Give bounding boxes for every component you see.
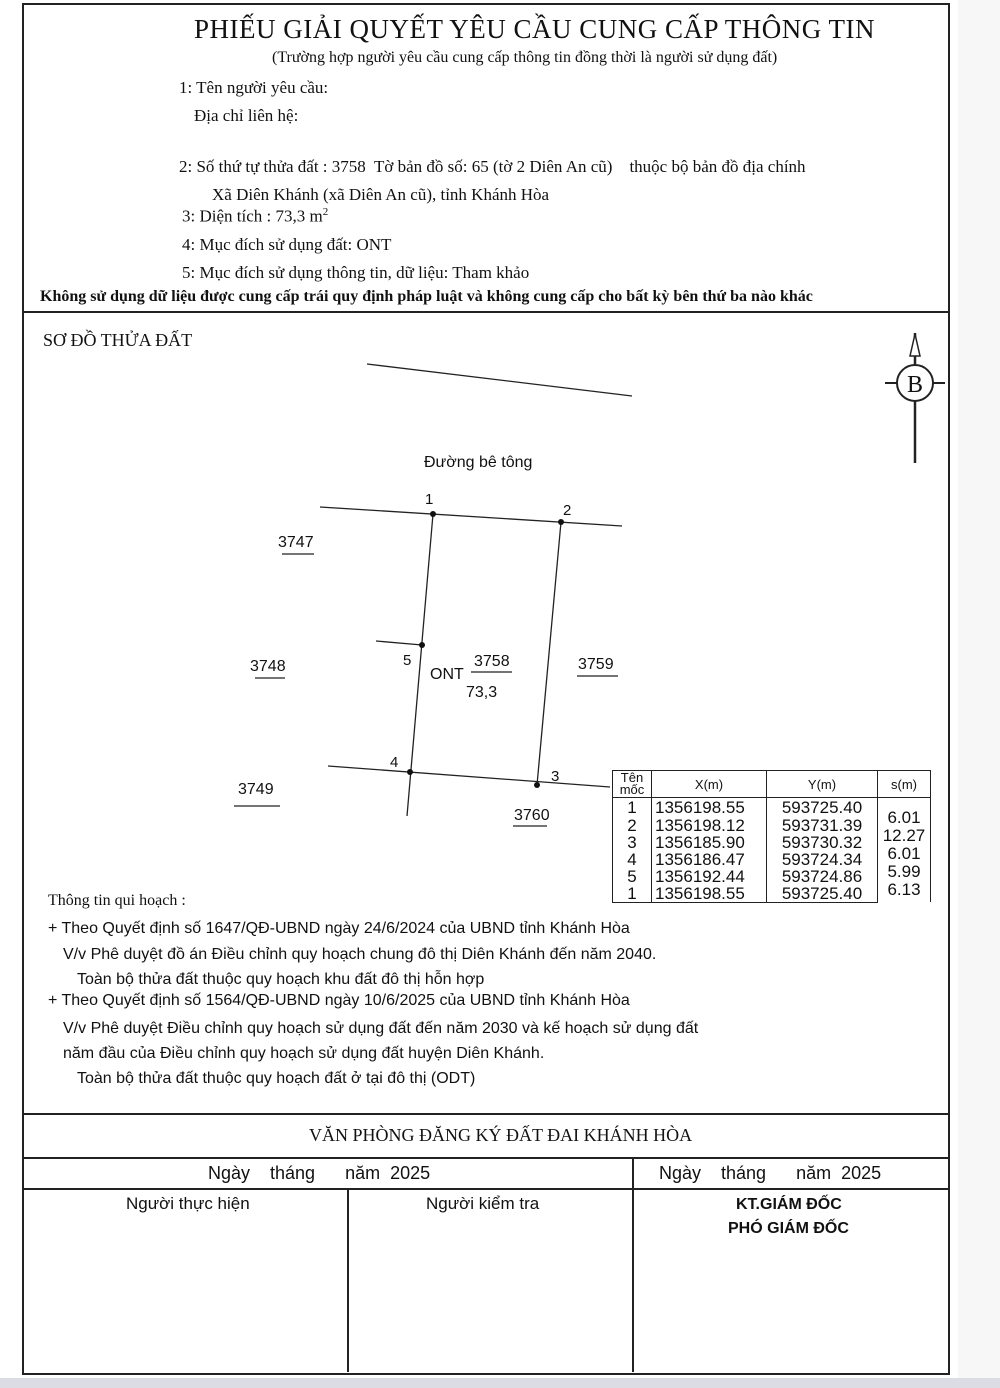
- diagram-title: SƠ ĐỒ THỬA ĐẤT: [43, 330, 193, 350]
- requester-label: 1: Tên người yêu cầu:: [179, 78, 329, 97]
- planning-line: + Theo Quyết định số 1647/QĐ-UBND ngày 24/6/2024 của UBND tỉnh Khánh Hòa: [48, 920, 630, 937]
- table-row: 1 1356198.55 593725.40 6.01 12.27 6.01 5.99 6.13: [613, 798, 931, 817]
- vertex-label: 3: [551, 768, 560, 785]
- deputy-director-title: PHÓ GIÁM ĐỐC: [728, 1220, 849, 1237]
- planning-line: Toàn bộ thửa đất thuộc quy hoạch khu đất đô thị hỗn hợp: [77, 971, 485, 988]
- document-title: PHIẾU GIẢI QUYẾT YÊU CẦU CUNG CẤP THÔNG TIN: [194, 14, 875, 44]
- commune-line: Xã Diên Khánh (xã Diên An cũ), tỉnh Khánh Hòa: [212, 185, 550, 204]
- col-header-marker: Tên mốc: [613, 771, 652, 798]
- land-use-line: 4: Mục đích sử dụng đất: ONT: [182, 235, 392, 254]
- vertex-3: [534, 782, 540, 788]
- parcel-use: ONT: [430, 666, 464, 683]
- planning-line: năm đầu của Điều chỉnh quy hoạch sử dụng đất huyện Diên Khánh.: [63, 1045, 545, 1062]
- distance-column: 6.01 12.27 6.01 5.99 6.13: [878, 798, 931, 903]
- coordinate-table: [612, 770, 931, 903]
- neighbor-3759: 3759: [578, 656, 614, 673]
- vertex-1: [430, 511, 436, 517]
- office-name: VĂN PHÒNG ĐĂNG KÝ ĐẤT ĐAI KHÁNH HÒA: [309, 1125, 693, 1145]
- table-header-row: [613, 771, 931, 798]
- table-row: 5 1356192.44 593724.86: [613, 868, 931, 885]
- performer-label: Người thực hiện: [126, 1194, 250, 1213]
- neighbor-3747: 3747: [278, 534, 314, 551]
- director-title: KT.GIÁM ĐỐC: [736, 1196, 842, 1213]
- table-row: 3 1356185.90 593730.32: [613, 834, 931, 851]
- area-label: 3: Diện tích : 73,3 m: [182, 206, 323, 226]
- vertex-2: [558, 519, 564, 525]
- north-boundary: [320, 507, 622, 526]
- planning-line: + Theo Quyết định số 1564/QĐ-UBND ngày 10/6/2025 của UBND tỉnh Khánh Hòa: [48, 992, 630, 1009]
- road-label: Đường bê tông: [424, 454, 533, 471]
- table-row: 4 1356186.47 593724.34: [613, 851, 931, 868]
- info-purpose-line: 5: Mục đích sử dụng thông tin, dữ liệu: Tham khảo: [182, 263, 530, 282]
- planning-line: V/v Phê duyệt đồ án Điều chỉnh quy hoạch chung đô thị Diên Khánh đến năm 2040.: [63, 946, 657, 963]
- parcel-number: 3758: [474, 653, 510, 670]
- south-boundary: [328, 766, 610, 787]
- vertex-4: [407, 769, 413, 775]
- neighbor-3749: 3749: [238, 781, 274, 798]
- date-left: Ngày tháng năm 2025: [208, 1163, 431, 1183]
- planning-label: Thông tin qui hoạch :: [48, 892, 186, 909]
- planning-line: V/v Phê duyệt Điều chỉnh quy hoạch sử dụng đất đến năm 2030 và kế hoạch sử dụng đất: [63, 1020, 699, 1037]
- west-neighbor-boundary: [376, 641, 422, 645]
- vertex-label: 5: [403, 652, 412, 669]
- usage-warning: Không sử dụng dữ liệu được cung cấp trái quy định pháp luật và không cung cấp cho bất kỳ bên thứ ba nào khác: [40, 288, 813, 305]
- compass-letter: B: [906, 372, 924, 398]
- checker-label: Người kiểm tra: [426, 1194, 540, 1213]
- parcel-area: 73,3: [466, 684, 498, 701]
- road-edge-line: [367, 364, 632, 396]
- parcel-line: 2: Số thứ tự thửa đất : 3758 Tờ bản đồ số: 65 (tờ 2 Diên An cũ) thuộc bộ bản đồ địa chính: [179, 157, 806, 176]
- document-subtitle: (Trường hợp người yêu cầu cung cấp thông tin đồng thời là người sử dụng đất): [272, 49, 778, 66]
- vertex-label: 4: [390, 754, 399, 771]
- planning-line: Toàn bộ thửa đất thuộc quy hoạch đất ở tại đô thị (ODT): [77, 1070, 476, 1087]
- area-unit-superscript: 2: [322, 206, 329, 218]
- vertex-label: 1: [425, 491, 434, 508]
- neighbor-3748: 3748: [250, 658, 286, 675]
- col-header-y: Y(m): [767, 771, 878, 798]
- col-header-x: X(m): [652, 771, 767, 798]
- date-right: Ngày tháng năm 2025: [659, 1163, 882, 1183]
- table-row: 1 1356198.55 593725.40: [613, 885, 931, 903]
- table-row: 2 1356198.12 593731.39: [613, 817, 931, 834]
- vertex-label: 2: [563, 502, 572, 519]
- neighbor-3760: 3760: [514, 807, 550, 824]
- col-header-distance: s(m): [878, 771, 931, 798]
- vertex-5: [419, 642, 425, 648]
- east-boundary: [537, 522, 561, 785]
- address-label: Địa chỉ liên hệ:: [194, 106, 299, 125]
- north-arrow-icon: [885, 333, 945, 463]
